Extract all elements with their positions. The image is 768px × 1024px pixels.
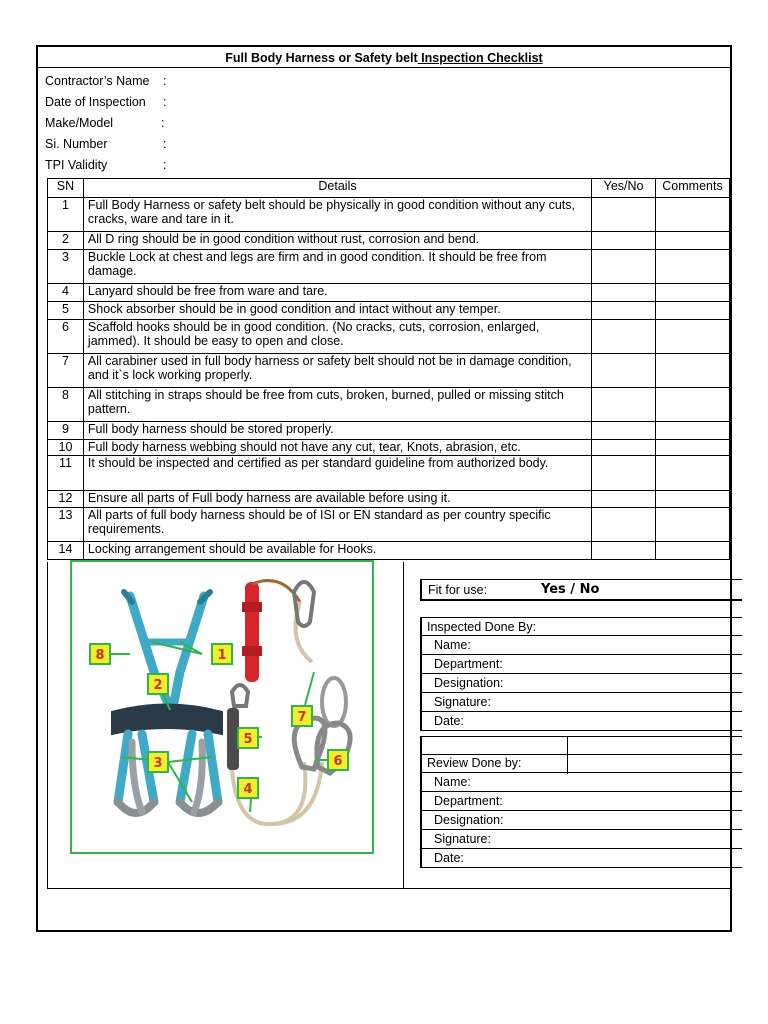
row-yes-no-cell[interactable]	[592, 198, 656, 232]
header-details: Details	[83, 179, 591, 198]
row-sn: 4	[48, 284, 84, 302]
inspected-date-label: Date:	[434, 714, 464, 728]
table-row	[48, 354, 730, 388]
row-yes-no-cell[interactable]	[592, 508, 656, 542]
table-row	[48, 250, 730, 284]
row-comments-cell[interactable]	[656, 542, 730, 560]
table-row	[48, 508, 730, 542]
header-comments: Comments	[656, 179, 730, 198]
row-sn: 7	[48, 354, 84, 388]
row-sn: 14	[48, 542, 84, 560]
row-details: All stitching in straps should be free from cuts, broken, burned, pulled or missing stitch pattern.	[83, 388, 591, 422]
row-sn: 2	[48, 232, 84, 250]
row-details: It should be inspected and certified as per standard guideline from authorized body.	[83, 456, 591, 491]
row-sn: 6	[48, 320, 84, 354]
callout-text-8: 8	[95, 648, 105, 663]
inspected-by-heading: Inspected Done By:	[427, 620, 537, 634]
row-details: Buckle Lock at chest and legs are firm and in good condition. It should be free from damage.	[83, 250, 591, 284]
inspected-name-label: Name:	[434, 638, 471, 652]
inspected-designation-label: Designation:	[434, 676, 504, 690]
info-colon: :	[163, 137, 167, 151]
table-row	[48, 388, 730, 422]
review-name-label: Name:	[434, 775, 471, 789]
table-header-row	[48, 179, 730, 198]
carabiner-icon	[322, 678, 346, 726]
row-yes-no-cell[interactable]	[592, 354, 656, 388]
table-row	[48, 302, 730, 320]
row-yes-no-cell[interactable]	[592, 491, 656, 508]
table-row	[48, 456, 730, 491]
title-underlined: Inspection Checklist	[417, 51, 543, 65]
review-department-row[interactable]	[422, 792, 742, 811]
row-details: Lanyard should be free from ware and tare.	[83, 284, 591, 302]
row-yes-no-cell[interactable]	[592, 250, 656, 284]
row-sn: 12	[48, 491, 84, 508]
inspected-designation-row[interactable]	[422, 674, 742, 693]
header-sn: SN	[48, 179, 84, 198]
header-yes-no: Yes/No	[592, 179, 656, 198]
row-yes-no-cell[interactable]	[592, 456, 656, 491]
harness-diagram	[70, 560, 374, 854]
spacer-row	[420, 736, 742, 755]
table-row	[48, 198, 730, 232]
row-sn: 5	[48, 302, 84, 320]
row-details: Locking arrangement should be available for Hooks.	[83, 542, 591, 560]
inspected-signature-row[interactable]	[422, 693, 742, 712]
inspected-signature-label: Signature:	[434, 695, 491, 709]
row-yes-no-cell[interactable]	[592, 388, 656, 422]
review-by-block	[420, 754, 742, 868]
info-colon: :	[163, 74, 167, 88]
row-comments-cell[interactable]	[656, 491, 730, 508]
row-details: All parts of full body harness should be of ISI or EN standard as per country specific requirements.	[83, 508, 591, 542]
title-divider	[38, 67, 730, 68]
review-signature-label: Signature:	[434, 832, 491, 846]
row-comments-cell[interactable]	[656, 198, 730, 232]
review-designation-row[interactable]	[422, 811, 742, 830]
checklist-frame	[36, 45, 732, 932]
callout-text-2: 2	[153, 678, 163, 693]
review-name-row[interactable]	[422, 773, 742, 792]
row-details: Shock absorber should be in good condition and intact without any temper.	[83, 302, 591, 320]
callout-text-3: 3	[153, 756, 163, 771]
inspected-department-label: Department:	[434, 657, 503, 671]
row-details: Scaffold hooks should be in good condition. (No cracks, cuts, corrosion, enlarged, jammed). It should be easy to open and close.	[83, 320, 591, 354]
table-row	[48, 284, 730, 302]
row-yes-no-cell[interactable]	[592, 422, 656, 440]
info-label: Make/Model	[45, 116, 114, 130]
bottom-divider	[403, 562, 404, 888]
row-details: Ensure all parts of Full body harness are available before using it.	[83, 491, 591, 508]
info-colon: :	[163, 158, 167, 172]
table-row	[48, 422, 730, 440]
info-label: Date of Inspection	[45, 95, 146, 109]
row-sn: 8	[48, 388, 84, 422]
row-details: Full body harness webbing should not have any cut, tear, Knots, abrasion, etc.	[83, 440, 591, 456]
row-yes-no-cell[interactable]	[592, 302, 656, 320]
row-sn: 3	[48, 250, 84, 284]
info-colon: :	[163, 95, 167, 109]
table-row	[48, 232, 730, 250]
table-row	[48, 440, 730, 456]
row-yes-no-cell[interactable]	[592, 232, 656, 250]
info-label: TPI Validity	[45, 158, 108, 172]
row-comments-cell[interactable]	[656, 284, 730, 302]
row-comments-cell[interactable]	[656, 354, 730, 388]
inspected-department-row[interactable]	[422, 655, 742, 674]
blank-row	[422, 736, 742, 755]
callout-text-1: 1	[217, 648, 227, 663]
page-title	[38, 51, 730, 65]
review-department-label: Department:	[434, 794, 503, 808]
callout-text-6: 6	[333, 754, 343, 769]
row-sn: 1	[48, 198, 84, 232]
inspected-by-block	[420, 617, 742, 731]
row-details: All carabiner used in full body harness or safety belt should not be in damage condition, and it`s lock working properly.	[83, 354, 591, 388]
row-comments-cell[interactable]	[656, 440, 730, 456]
fit-for-use-row	[420, 579, 742, 601]
table-row	[48, 491, 730, 508]
callout-text-5: 5	[243, 732, 253, 747]
title-main: Full Body Harness or Safety belt	[225, 51, 418, 65]
row-details: All D ring should be in good condition without rust, corrosion and bend.	[83, 232, 591, 250]
info-label: Contractor’s Name	[45, 74, 150, 88]
callout-text-7: 7	[297, 710, 307, 725]
inspected-date-row[interactable]	[422, 712, 742, 731]
row-comments-cell[interactable]	[656, 302, 730, 320]
review-signature-row[interactable]	[422, 830, 742, 849]
row-comments-cell[interactable]	[656, 422, 730, 440]
callout-text-4: 4	[243, 782, 253, 797]
checklist-table	[47, 178, 730, 560]
row-details: Full body harness should be stored properly.	[83, 422, 591, 440]
row-comments-cell[interactable]	[656, 508, 730, 542]
table-row	[48, 320, 730, 354]
harness-illustration	[72, 562, 372, 852]
row-sn: 11	[48, 456, 84, 491]
row-yes-no-cell[interactable]	[592, 440, 656, 456]
row-comments-cell[interactable]	[656, 232, 730, 250]
inspected-by-heading-row	[422, 617, 742, 636]
review-by-heading-row	[422, 754, 742, 773]
row-comments-cell[interactable]	[656, 456, 730, 491]
inspected-name-row[interactable]	[422, 636, 742, 655]
row-comments-cell[interactable]	[656, 388, 730, 422]
review-designation-label: Designation:	[434, 813, 504, 827]
row-comments-cell[interactable]	[656, 320, 730, 354]
row-sn: 13	[48, 508, 84, 542]
info-colon: :	[161, 116, 165, 130]
row-yes-no-cell[interactable]	[592, 542, 656, 560]
row-comments-cell[interactable]	[656, 250, 730, 284]
review-by-heading: Review Done by:	[427, 756, 522, 770]
fit-for-use-label: Fit for use:	[428, 583, 488, 597]
bottom-section	[47, 562, 732, 889]
row-yes-no-cell[interactable]	[592, 284, 656, 302]
info-label: Si. Number	[45, 137, 108, 151]
fit-for-use-options[interactable]: Yes / No	[541, 582, 600, 597]
lanyard-icon	[242, 581, 314, 682]
review-date-row[interactable]	[422, 849, 742, 868]
row-sn: 10	[48, 440, 84, 456]
table-row	[48, 542, 730, 560]
review-date-label: Date:	[434, 851, 464, 865]
row-yes-no-cell[interactable]	[592, 320, 656, 354]
row-details: Full Body Harness or safety belt should be physically in good condition without any cuts, cracks, ware and tare in it.	[83, 198, 591, 232]
row-sn: 9	[48, 422, 84, 440]
